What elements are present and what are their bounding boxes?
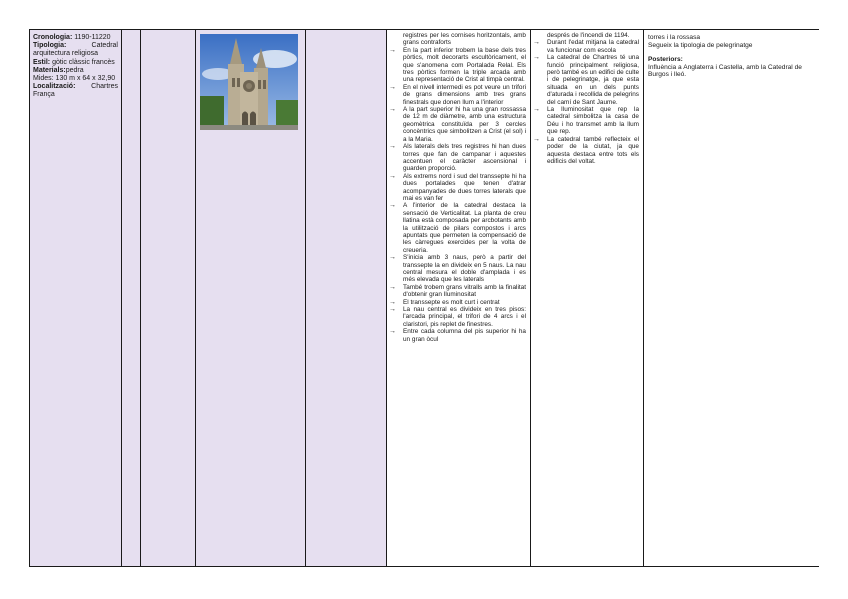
arrow-icon: →	[389, 328, 396, 336]
posteriors-label: Posteriors:	[648, 56, 683, 64]
trees-left	[200, 96, 224, 130]
arrow-icon: →	[389, 143, 396, 151]
arrow-icon: →	[389, 106, 396, 114]
description-lead: registres per les cornises horitzontals, amb grans contraforts	[403, 32, 526, 47]
cathedral-photo	[200, 34, 298, 130]
empty-column-3	[306, 30, 387, 566]
arrow-icon: →	[389, 172, 396, 180]
arrow-icon: →	[389, 298, 396, 306]
influences-text-1: torres i la rossasa	[648, 34, 701, 41]
localitzacio-value: Chartres França	[33, 83, 118, 99]
description-item: → Als laterals dels tres registres hi han dues torres que fan de campanar i aquestes accentuen el caràcter ascensional i guarden proporció.	[389, 143, 526, 173]
tipologia-value: Catedral arquitectura religiosa	[33, 42, 118, 58]
empty-column-2	[141, 30, 196, 566]
arrow-icon: →	[389, 202, 396, 210]
arrow-icon: →	[389, 46, 396, 54]
context-item: → La catedral també reflecteix el poder de la ciutat, ja que aquesta destaca entre tots els edificis del voltat.	[533, 135, 639, 165]
description-item: → També trobem grans vitralls amb la finalitat d'obtenir gran Iluminositat	[389, 283, 526, 299]
arrow-icon: →	[533, 135, 540, 143]
arrow-icon: →	[389, 254, 396, 262]
description-item: → La nau central es divideix en tres pisos: l'arcada principal, el trifori de 4 arcs i el claristori, pis replet de finestres.	[389, 306, 526, 328]
influences-text-2: Segueix la tipologia de pelegrinatge	[648, 41, 753, 49]
arrow-icon: →	[533, 106, 540, 114]
image-column	[196, 30, 306, 566]
localitzacio-label: Localització:	[33, 83, 76, 91]
estil-label: Estil:	[33, 58, 51, 66]
arrow-icon: →	[389, 283, 396, 291]
description-item: → A la part superior hi ha una gran rossassa de 12 m de diàmetre, amb una estructura geomètrica constituïda per 3 cercles concèntrics que simbolitzen a Crist (el sol) i a la Maria.	[389, 106, 526, 143]
context-item: → La catedral de Chartres té una funció principalment religiosa, però també es un edifici de culte i de pelegrinatge, ja que esta situada en un dels punts d'aturada i recollida de pelegrins del camí de Sant Jaume.	[533, 54, 640, 106]
context-item: → Durant l'edat mitjana la catedral va funcionar com escola	[533, 39, 639, 54]
arrow-icon: →	[389, 306, 396, 314]
analysis-table	[29, 29, 819, 567]
description-item: → Als extrems nord i sud del transsepte hi ha dues portalades que tenen d'atrar acompanyades de dues torres laterals que mai es van fer	[389, 172, 526, 202]
description-item: → En la part inferior trobem la base dels tres pòrtics, molt decorarts escultòricament, el que s'anomena com Portalada Relal. Els tres pòrtics formen la triple arcada amb una representació de Crist al timpà central.	[389, 46, 526, 84]
cronologia-label: Cronologia:	[33, 34, 73, 41]
metadata-block	[33, 34, 118, 100]
context-column	[531, 30, 644, 566]
description-column	[387, 30, 531, 566]
context-list	[533, 32, 639, 165]
description-item: → Entre cada columna del pis superior hi ha un gran òcul	[389, 328, 526, 343]
description-item: → El transsepte es molt curt i centrat	[389, 298, 500, 306]
description-item: → A l'interior de la catedral destaca la sensació de Verticalitat. La planta de creu llatina està composada per arcbotants amb la utilització de pilars compostos i arcs apuntats que permeten la compensació de les càrregues exercides per la volta de creueria.	[389, 202, 526, 254]
description-item: → S'inicia amb 3 naus, però a partir del transsepte la en divideix en 5 naus. La nau central mesura el doble d'amplada i es més elevada que les laterals	[389, 254, 526, 284]
posteriors-text: Influència a Anglaterra i Castella, amb la Catedral de Burgos i lleó.	[648, 63, 802, 79]
materials-value: pedra	[65, 66, 84, 74]
context-item: → La Iluminositat que rep la catedral simbolitza la casa de Déu i ho transmet amb la llum que rep.	[533, 106, 639, 136]
materials-label: Materials:	[33, 66, 66, 74]
empty-column-1	[122, 30, 141, 566]
description-list	[389, 32, 526, 343]
cronologia-value: 1190-11220	[74, 34, 111, 41]
tipologia-label: Tipologia:	[33, 42, 67, 50]
arrow-icon: →	[533, 39, 540, 47]
context-lead: després de l'incendi de 1194.	[547, 32, 630, 39]
mides-value: Mides: 130 m x 64 x 32,90	[33, 75, 116, 83]
metadata-column	[30, 30, 122, 566]
plaza	[200, 125, 298, 130]
arrow-icon: →	[533, 54, 540, 62]
estil-value: gòtic clàssic francès	[52, 58, 115, 66]
description-item: → En el nivell intermedi es pot veure un trifori de grans dimensions amb tres grans finestrals que donen llum a l'interior	[389, 83, 526, 106]
influences-column	[644, 30, 820, 566]
arrow-icon: →	[389, 83, 396, 91]
